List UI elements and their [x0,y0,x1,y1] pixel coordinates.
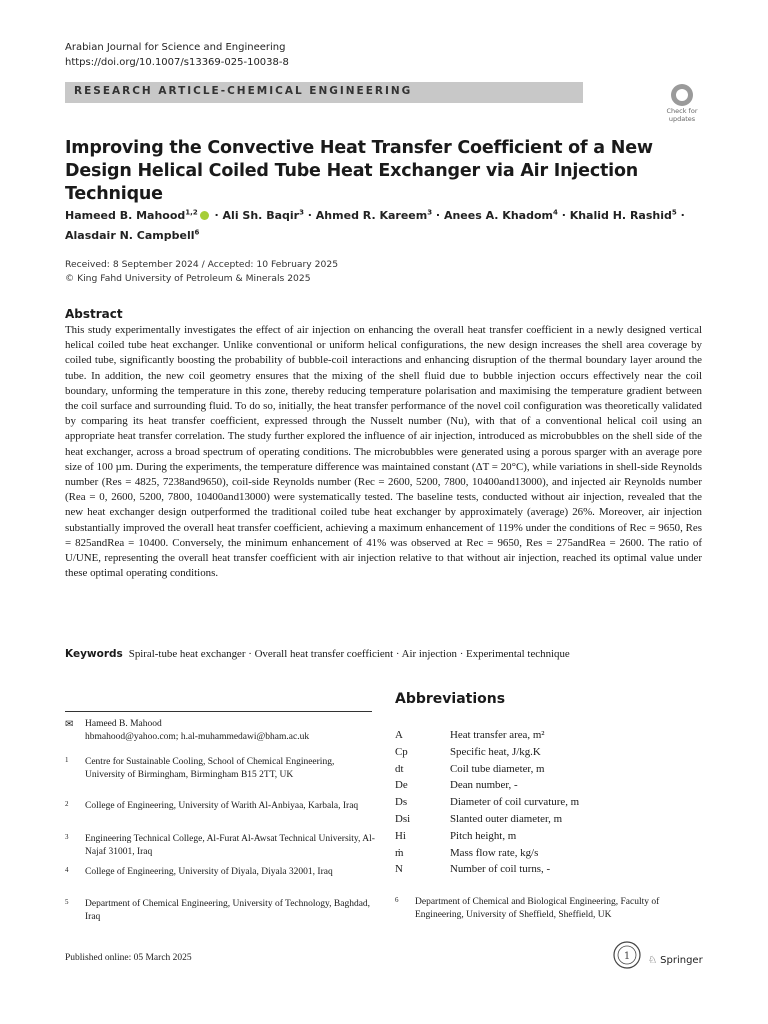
springer-logo-icon [612,940,642,970]
check-updates-icon [671,84,693,106]
affiliation: 5 Department of Chemical Engineering, University of Technology, Baghdad, Iraq [65,898,371,922]
author[interactable]: Alasdair N. Campbell$^6$ [65,228,200,242]
affiliation: 6 Department of Chemical and Biological Engineering, Faculty of Engineering, University of Sheffield, Sheffield, UK [395,896,660,920]
abbreviation-row: Dsi Slanted outer diameter, m [395,812,563,825]
doi-link[interactable]: https://doi.org/10.1007/s13369-025-10038-8 [65,57,289,68]
affiliation: 2 College of Engineering, University of Warith Al-Anbiyaa, Karbala, Iraq [65,800,359,811]
abbreviation-row: ṁ Mass flow rate, kg/s [395,846,539,859]
check-for-updates-badge[interactable] [662,84,702,124]
received-accepted: Received: 8 September 2024 / Accepted: 10 February 2025 [65,259,339,270]
abstract-body: This study experimentally investigates the effect of air injection on enhancing the overall heat transfer coefficient in a newly designed vertical helical coiled tube heat exchanger. Unlike conventional or uniform helical configurations, the new design increases the shell area coverage by coiled tube, significantly boosting the probability of bubble-coil interactions and enhancing disruption of the thermal boundary layer around the tube. In addition, the new coil geometry ensures that the mixing of the shell fluid due to bubble injection occurs effectively near the coil boundary, unforming the temperature in this zone, thereby reducing temperature polarisation and maximising the temperature gradient between the coil surface and surrounding fluid. To do so, initially, the heat transfer performance of the novel coil configuration was theoretically validated by comparing its heat transfer coefficient, expressed through the Nusselt number (Nu), with that of a conventional helical coil using an appropriate heat transfer correlation. The study further explored the influence of air injection, introduced as microbubbles on the shell side of the heat exchanger, across a broad spectrum of operating conditions. The microbubbles were generated using a porous sparger with an average pore size of 100 µm. During the experiments, the temperature difference was maintained constant (ΔT = 20°C), while variations in shell-side Reynolds number (Res = 4825, 7238and9650), coil-side Reynolds number (Rec = 2600, 5200, 7800, 10400and13000), and injected air Reynolds number (Rea = 0, 2600, 5200, 7800, 10400and13000) were systematically tested. The baseline tests, conducted without air injection, revealed that the new heat exchanger design outperformed the traditional coiled tube heat exchanger by approximately (average) 26%. Moreover, air injection substantially improved the overall heat transfer coefficient, achieving a maximum enhancement of 119% under the conditions of Rec = 9650, Res = 825andRea = 10400. Conversely, the minimum enhancement of 41% was observed at Rec = 9650, Res = 275andRea = 2600. The ratio of U/UNE, representing the overall heat transfer coefficient with air injection relative to that without air injection, reached its optimal value under these optimal operating conditions. [65,324,702,580]
affiliation: 3 Engineering Technical College, Al-Furat Al-Awsat Technical University, Al-Najaf 31001, Iraq [65,833,375,857]
abbreviations-heading: Abbreviations [395,691,506,707]
published-online: Published online: 05 March 2025 [65,953,192,963]
publication-dates [65,258,338,285]
category-label: RESEARCH ARTICLE-CHEMICAL ENGINEERING [74,85,413,97]
abbreviation-row: Hi Pitch height, m [395,829,517,842]
abstract-heading: Abstract [65,307,123,321]
abbreviation-row: De Dean number, - [395,779,518,792]
author[interactable]: Ali Sh. Baqir$^3$ [222,208,304,222]
envelope-icon: ✉ [65,719,74,730]
keywords-label: Keywords [65,648,123,660]
journal-header [65,40,289,70]
abbreviation-row: dt Coil tube diameter, m [395,762,545,775]
footnote-divider [65,711,372,712]
paper-title: Improving the Convective Heat Transfer Coefficient of a New Design Helical Coiled Tube Heat Exchanger via Air Injection Technique [65,138,653,204]
abbreviation-row: Ds Diameter of coil curvature, m [395,796,580,809]
keywords [65,646,702,662]
abbreviation-row: Cp Specific heat, J/kg.K [395,745,541,758]
affiliation: 1 Centre for Sustainable Cooling, School of Chemical Engineering, University of Birmingham, Birmingham B15 2TT, UK [65,756,335,780]
svg-text:1: 1 [623,951,631,962]
abbreviation-row: N Number of coil turns, - [395,863,551,876]
abbreviations-list [395,727,695,878]
category-banner [65,82,583,103]
copyright: © King Fahd University of Petroleum & Minerals 2025 [65,272,311,284]
keywords-text: Spiral-tube heat exchanger · Overall heat transfer coefficient · Air injection · Experimental technique [128,648,570,660]
author[interactable]: Hameed B. Mahood$^{1,2}$ [65,208,198,222]
corresponding-emails[interactable]: hbmahood@yahoo.com; h.al-muhammedawi@bham.ac.uk [85,731,310,742]
author[interactable]: Ahmed R. Kareem$^3$ [315,208,433,222]
journal-name: Arabian Journal for Science and Engineering [65,42,286,53]
author-list: Hameed B. Mahood$^{1,2}$ · Ali Sh. Baqir$^3$ · Ahmed R. Kareem$^3$ · Anees A. Khadom$^4$ · Khalid H. Rashid$^5$ · Alasdair N. Campbell$^6$ [65,208,685,242]
corresponding-author: Hameed B. Mahood [85,719,162,729]
springer-horse-icon: ♘ [648,955,657,966]
author[interactable]: Khalid H. Rashid$^5$ [569,208,677,222]
affiliation: 4 College of Engineering, University of Diyala, Diyala 32001, Iraq [65,866,333,877]
abbreviation-row: A Heat transfer area, m² [395,729,545,741]
check-updates-label: Check for updates [666,107,698,123]
orcid-icon[interactable] [200,211,209,220]
publisher-name: ♘ Springer [648,955,703,966]
author[interactable]: Anees A. Khadom$^4$ [443,208,558,222]
